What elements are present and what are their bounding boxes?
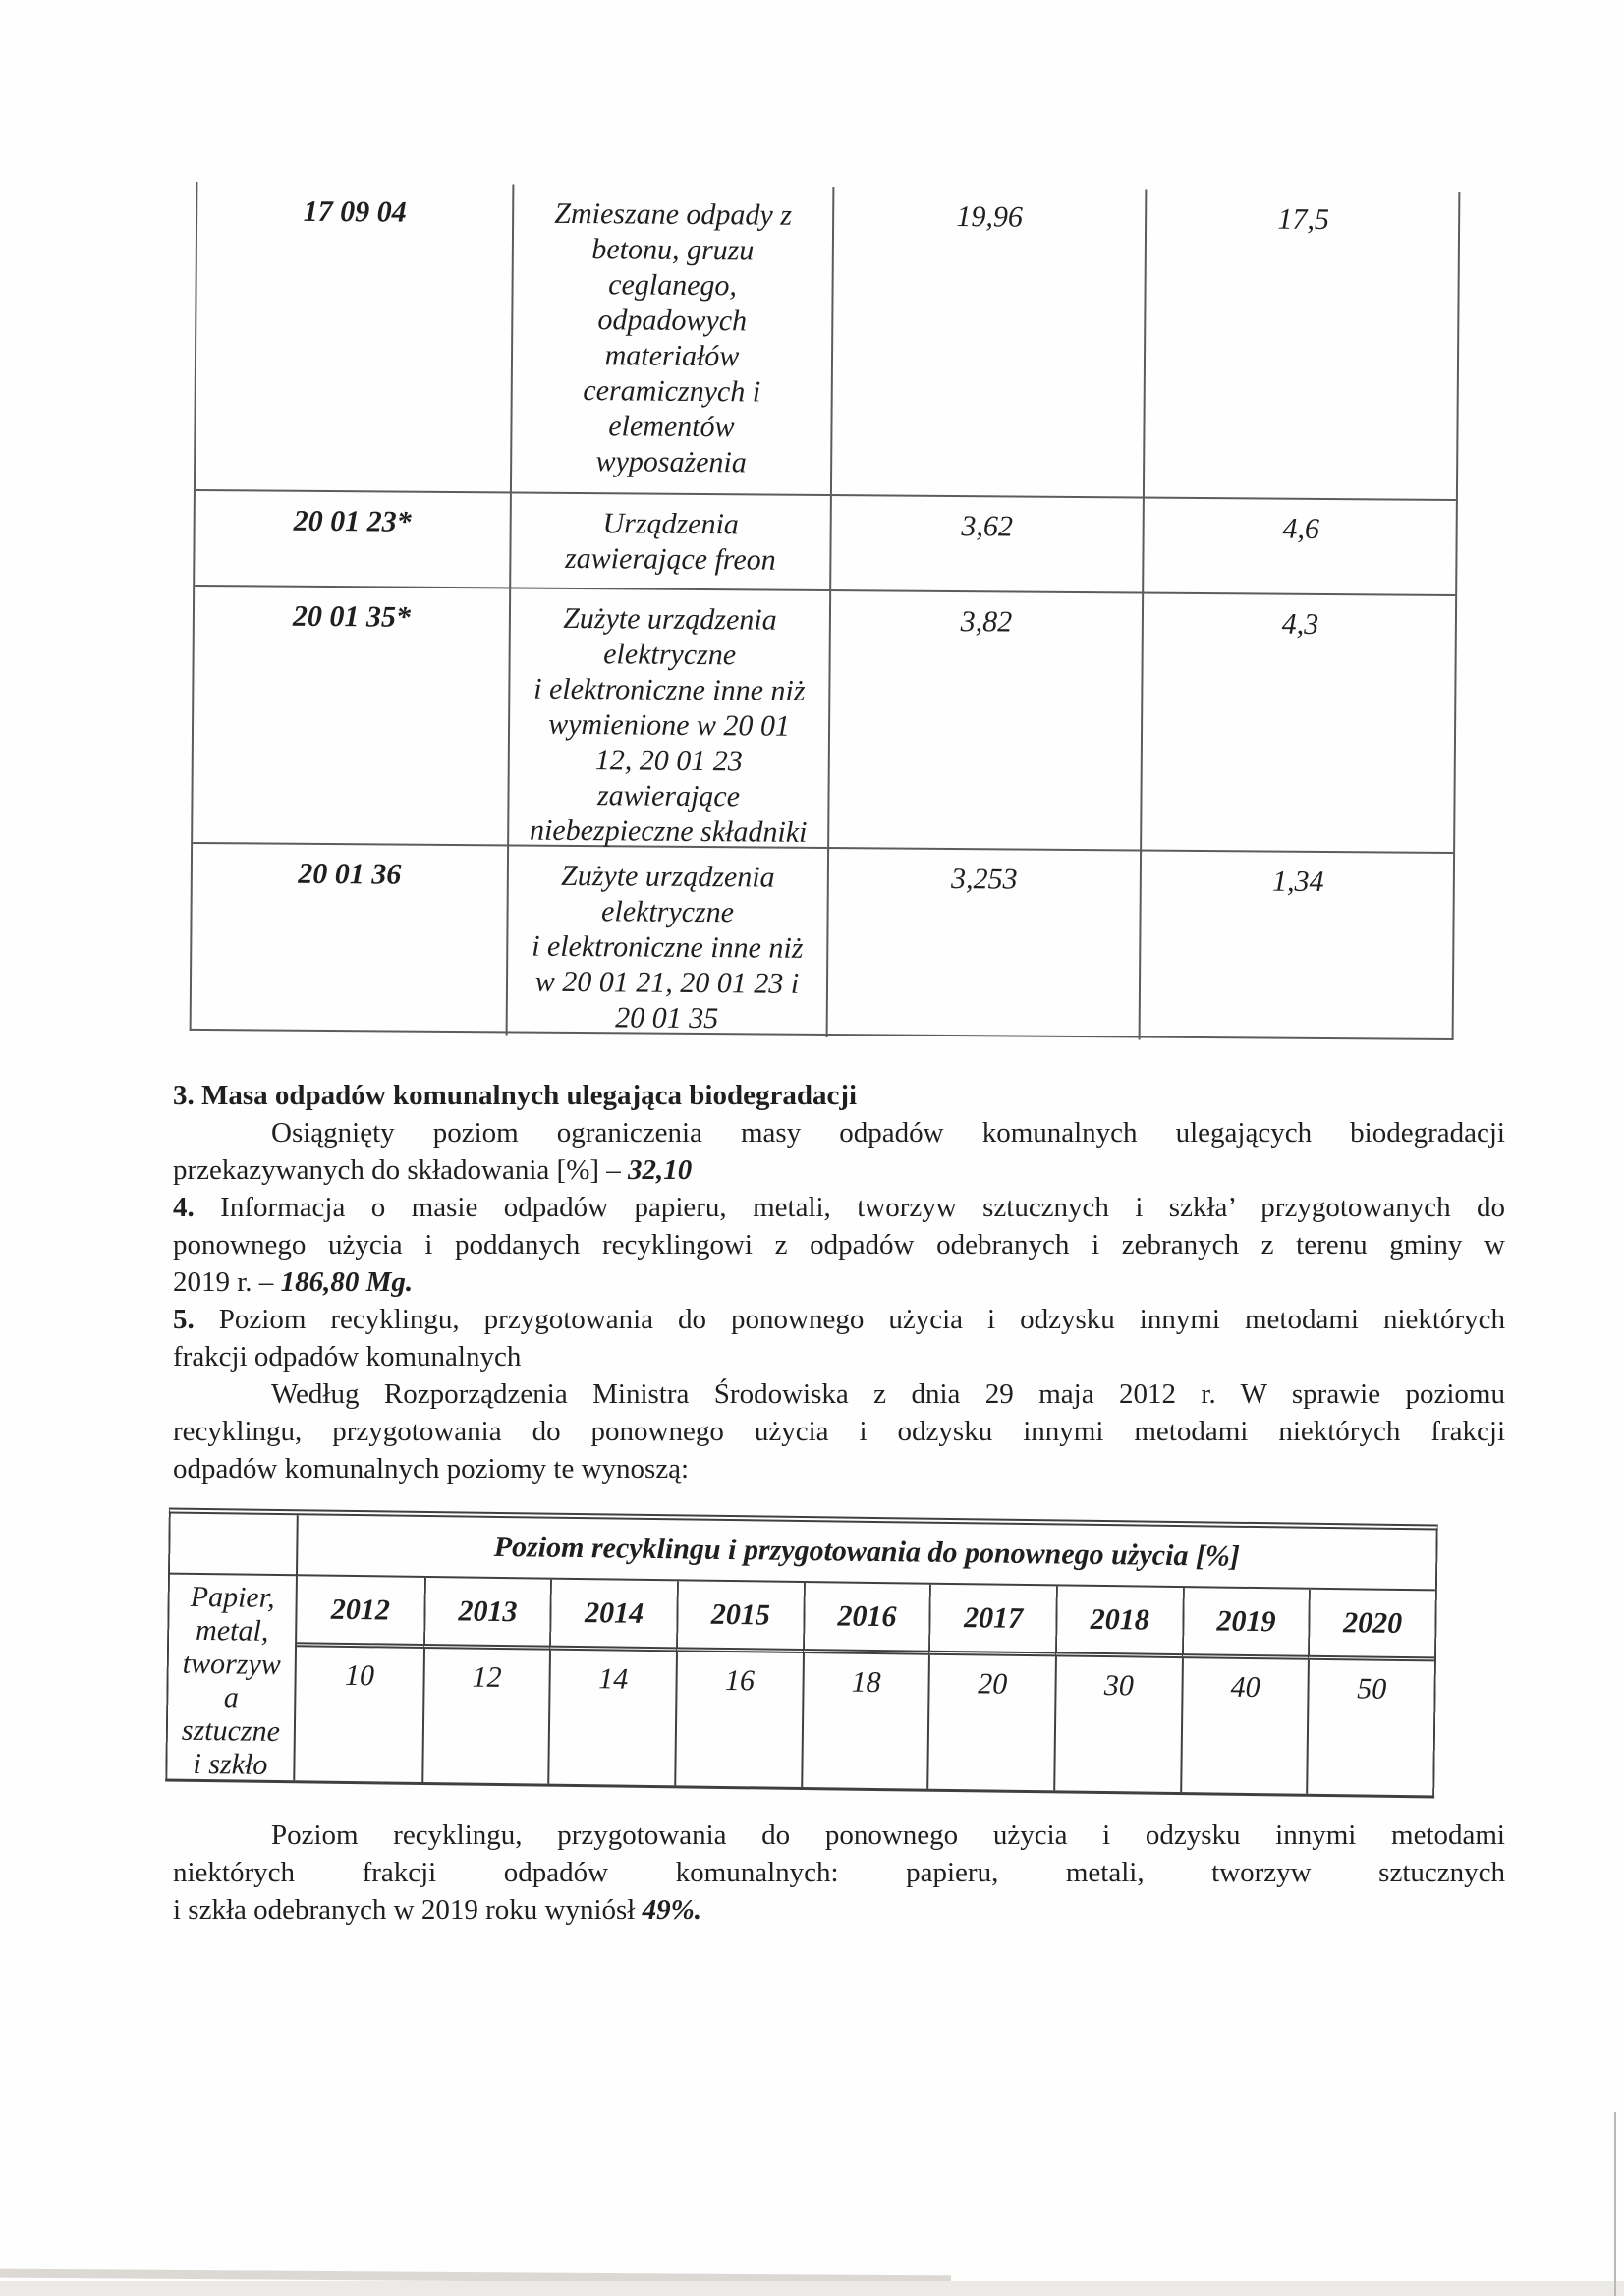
waste-description-cell: Zużyte urządzenia elektryczne i elektroniczne inne niż wymienione w 20 01 12, 20 01 23 zawierające niebezpieczne składniki (507, 588, 829, 851)
paragraph-line (173, 1226, 1505, 1263)
paragraph-text: Poziom recyklingu, przygotowania do ponownego użycia i odzysku innymi metodami niektórych (194, 1304, 1505, 1335)
paragraph-line (173, 1413, 1505, 1450)
waste-value1-cell: 19,96 (830, 187, 1145, 496)
waste-table-row (196, 182, 1458, 499)
scan-artifact-bottom-band (0, 2281, 1624, 2296)
year-header-cell: 2019 (1182, 1588, 1310, 1660)
year-value-cell: 20 (927, 1655, 1055, 1791)
paragraph-line (173, 1891, 1505, 1929)
waste-table-row (193, 585, 1455, 852)
year-header-cell: 2018 (1055, 1586, 1183, 1658)
paragraph-line (173, 1114, 1505, 1151)
section-number: 4. (173, 1192, 195, 1223)
paragraph-text: i szkła odebranych w 2019 roku wyniósł (173, 1894, 643, 1926)
paragraph-text: Według Rozporządzenia Ministra Środowiska z dnia 29 maja 2012 r. W sprawie poziomu (271, 1378, 1505, 1410)
waste-code-cell: 20 01 23* (293, 504, 412, 538)
waste-code-cell: 20 01 36 (298, 857, 402, 891)
table-corner-cell (170, 1514, 299, 1577)
section-3-heading: 3. Masa odpadów komunalnych ulegająca biodegradacji (173, 1080, 858, 1111)
paragraph-line (173, 1151, 1505, 1189)
year-header-cell: 2013 (423, 1578, 551, 1651)
paragraph-text: niektórych frakcji odpadów komunalnych: papieru, metali, tworzyw sztucznych (173, 1857, 1505, 1888)
waste-code-cell: 20 01 35* (292, 599, 412, 634)
waste-value2-cell: 1,34 (1139, 852, 1455, 1043)
waste-value2-cell: 17,5 (1143, 190, 1460, 500)
section-4-heading-line (173, 1189, 1505, 1226)
scan-artifact-right-edge-line (1614, 2112, 1616, 2296)
waste-table-row (192, 842, 1453, 1038)
biodegradation-level-value: 32,10 (628, 1154, 693, 1186)
material-label-cell: Papier, metal, tworzyw a sztuczne i szkło (167, 1575, 298, 1781)
year-header-cell: 2015 (676, 1581, 804, 1653)
sections-3-4-5 (173, 1077, 1505, 1487)
waste-value2-cell: 4,3 (1140, 594, 1457, 857)
section-5-heading-line (173, 1301, 1505, 1338)
section-number: 5. (173, 1304, 195, 1335)
waste-description-cell: Zużyte urządzenia elektryczne i elektroniczne inne niż w 20 01 21, 20 01 23 i 20 01 35 (506, 846, 827, 1037)
table-header-cell: Poziom recyklingu i przygotowania do ponownego użycia [%] (298, 1515, 1436, 1591)
year-value-cell: 40 (1180, 1658, 1308, 1794)
year-value-cell: 10 (344, 1658, 375, 1693)
year-value-cell: 14 (548, 1651, 676, 1786)
paragraph-line (173, 1263, 1505, 1301)
year-header-cell: 2017 (928, 1585, 1056, 1657)
year-value-cell: 50 (1306, 1660, 1433, 1796)
paragraph-line (173, 1817, 1505, 1854)
paragraph-text: przekazywanych do składowania [%] – (173, 1154, 629, 1186)
paragraph-line (173, 1375, 1505, 1413)
paragraph-text: ponownego użycia i poddanych recyklingowi z odpadów odebranych i zebranych z terenu gminy w (173, 1229, 1505, 1260)
paragraph-text: Poziom recyklingu, przygotowania do ponownego użycia i odzysku innymi metodami (271, 1820, 1505, 1851)
paragraph-text: Informacja o masie odpadów papieru, metali, tworzyw sztucznych i szkła’ przygotowanych do (194, 1192, 1505, 1223)
waste-description-cell: Zmieszane odpady z betonu, gruzu ceglanego, odpadowych materiałów ceramicznych i elementów wyposażenia (510, 184, 832, 494)
waste-description-cell: Urządzenia zawierające freon (509, 493, 830, 589)
paragraph-line: frakcji odpadów komunalnych (173, 1341, 522, 1372)
year-header-cell: 2012 (297, 1576, 424, 1649)
mass-value: 186,80 Mg. (280, 1266, 414, 1298)
recycling-levels-table (165, 1508, 1438, 1799)
year-header-cell: 2020 (1308, 1590, 1435, 1662)
waste-code-cell: 17 09 04 (303, 195, 407, 229)
year-value-cell: 18 (801, 1653, 928, 1789)
waste-value2-cell: 4,6 (1142, 499, 1458, 595)
paragraph-text: 2019 r. – (173, 1266, 281, 1298)
paragraph-text: recyklingu, przygotowania do ponownego użycia i odzysku innymi metodami niektórych frakcji (173, 1416, 1505, 1447)
year-header-cell: 2016 (803, 1583, 930, 1655)
waste-table-row (195, 489, 1456, 594)
year-header-cell: 2014 (549, 1580, 677, 1652)
waste-value1-cell: 3,253 (826, 849, 1140, 1039)
paragraph-text: Osiągnięty poziom ograniczenia masy odpadów komunalnych ulegających biodegradacji (271, 1117, 1505, 1148)
waste-value1-cell: 3,62 (829, 496, 1143, 591)
year-value-cell: 16 (674, 1652, 802, 1787)
waste-table-continuation (190, 182, 1461, 1040)
year-value-cell: 12 (421, 1649, 549, 1784)
paragraph-line: odpadów komunalnych poziomy te wynoszą: (173, 1453, 690, 1484)
year-value-cell: 30 (1053, 1656, 1181, 1792)
waste-value1-cell: 3,82 (827, 591, 1142, 853)
paragraph-line (173, 1854, 1505, 1891)
closing-paragraph (173, 1817, 1505, 1929)
recycling-percent-value: 49%. (642, 1894, 702, 1926)
